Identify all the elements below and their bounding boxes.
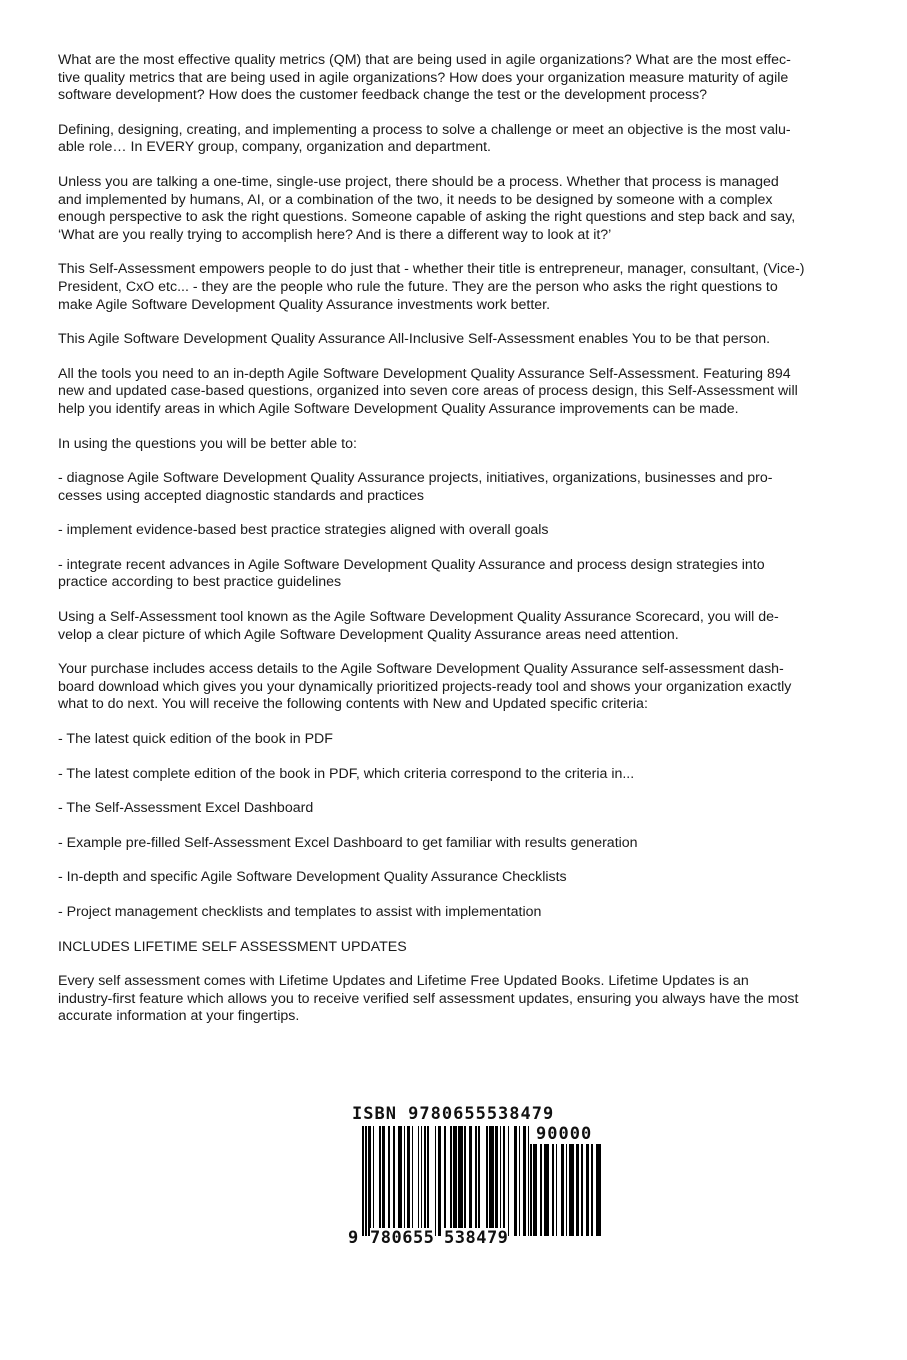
barcode-bar xyxy=(379,1126,381,1236)
paragraph: Every self assessment comes with Lifetime Updates and Lifetime Free Updated Books. Lifetime Updates is an industry-first feature which allows you to receive verified self assessment updates, ensuring you always have the most accurate information at your fingertips. xyxy=(58,973,799,1025)
paragraph: This Self-Assessment empowers people to do just that - whether their title is entrepreneur, manager, consultant, (Vice-) President, CxO etc... - they are the people who rule the future. They are the person who asks the right questions to make Agile Software Development Quality Assurance investments work better. xyxy=(58,261,805,313)
paragraph: Unless you are talking a one-time, single-use project, there should be a process. Whether that process is managed and implemented by humans, AI, or a combination of the two, it needs to be designed by someone with a complex enough perspective to ask the right questions. Someone capable of asking the right questions and step back and say, ‘What are you really trying to accomplish here? And is there a different way to look at it?’ xyxy=(58,173,796,243)
isbn-label: ISBN 9780655538479 xyxy=(352,1104,555,1124)
barcode-bar xyxy=(569,1144,574,1236)
barcode-bar xyxy=(544,1144,549,1236)
barcode-bar xyxy=(566,1144,568,1236)
barcode-bar xyxy=(475,1126,477,1236)
barcode-bar xyxy=(435,1126,437,1236)
barcode-bar xyxy=(412,1126,414,1236)
paragraph: Defining, designing, creating, and implementing a process to solve a challenge or meet an objective is the most valu- able role… In EVERY group, company, organization and department. xyxy=(58,121,791,156)
list-item: - implement evidence-based best practice strategies aligned with overall goals xyxy=(58,522,549,539)
paragraph: This Agile Software Development Quality Assurance All-Inclusive Self-Assessment enables You to be that person. xyxy=(58,331,771,348)
paragraph: Your purchase includes access details to the Agile Software Development Quality Assurance self-assessment dash- board download which gives you your dynamically prioritized projects-ready tool and shows your organization exactly what to do next. You will receive the following contents with New and Updated specific criteria: xyxy=(58,661,792,713)
barcode-bar xyxy=(388,1126,390,1236)
barcode-bar xyxy=(495,1126,498,1236)
back-cover-text xyxy=(58,52,833,1043)
barcode-bar xyxy=(450,1126,452,1236)
barcode-bar xyxy=(552,1144,554,1236)
section-heading: INCLUDES LIFETIME SELF ASSESSMENT UPDATES xyxy=(58,938,407,955)
barcode-right-digits: 538479 xyxy=(444,1228,509,1248)
barcode-bar xyxy=(382,1126,385,1236)
barcode-bar xyxy=(444,1126,446,1236)
barcode-bar xyxy=(519,1126,521,1236)
barcode-bar xyxy=(576,1144,579,1236)
barcode-bar xyxy=(427,1126,429,1236)
list-item: - Project management checklists and templates to assist with implementation xyxy=(58,904,542,920)
barcode-bar xyxy=(508,1126,510,1236)
barcode-first-digit: 9 xyxy=(348,1228,359,1248)
barcode-bar xyxy=(556,1144,558,1236)
barcode-bar xyxy=(393,1126,395,1236)
list-item: - In-depth and specific Agile Software Development Quality Assurance Checklists xyxy=(58,869,567,886)
paragraph: Using a Self-Assessment tool known as the Agile Software Development Quality Assurance Scorecard, you will de- velop a clear picture of which Agile Software Development Quality Assurance areas need attention. xyxy=(58,609,779,643)
barcode-bar xyxy=(453,1126,456,1236)
barcode-bar xyxy=(586,1144,589,1236)
list-item: - diagnose Agile Software Development Quality Assurance projects, initiatives, organizations, businesses and pro- cesses using accepted diagnostic standards and practices xyxy=(58,470,773,504)
list-item: - integrate recent advances in Agile Software Development Quality Assurance and process design strategies into practice according to best practice guidelines xyxy=(58,556,765,591)
list-item: - The latest complete edition of the book in PDF, which criteria correspond to the criteria in... xyxy=(58,765,635,782)
barcode-bar xyxy=(407,1126,410,1236)
barcode-bar xyxy=(469,1126,472,1236)
barcode-left-digits: 780655 xyxy=(370,1228,435,1248)
barcode-bar xyxy=(464,1126,466,1236)
barcode-bar xyxy=(398,1126,403,1236)
barcode-bar xyxy=(438,1126,441,1236)
barcode-bar xyxy=(424,1126,426,1236)
barcode-bar xyxy=(503,1126,505,1236)
barcode-bar xyxy=(561,1144,564,1236)
barcode-bar xyxy=(404,1126,406,1236)
barcode-bar xyxy=(591,1144,593,1236)
paragraph: What are the most effective quality metrics (QM) that are being used in agile organizations? What are the most effec- tive quality metrics that are being used in agile organizations? How does your organization measure maturity of agile software development? How does the customer feedback change the test or the development process? xyxy=(58,52,791,104)
barcode-main-bars xyxy=(362,1126,520,1236)
barcode-bar xyxy=(533,1144,536,1236)
barcode-bar xyxy=(421,1126,423,1236)
barcode-bar xyxy=(478,1126,480,1236)
barcode-bar xyxy=(581,1144,583,1236)
barcode-bar xyxy=(362,1126,364,1236)
list-item: - Example pre-filled Self-Assessment Excel Dashboard to get familiar with results generation xyxy=(58,834,638,851)
barcode-bar xyxy=(368,1126,371,1236)
barcode-addon-bars xyxy=(530,1144,606,1236)
barcode-bar xyxy=(489,1126,494,1236)
barcode-bar xyxy=(596,1144,601,1236)
barcode-bar xyxy=(540,1144,542,1236)
barcode-bar xyxy=(500,1126,502,1236)
barcode-bar xyxy=(486,1126,488,1236)
barcode-bar xyxy=(523,1126,526,1236)
barcode-bar xyxy=(418,1126,420,1236)
list-item: - The latest quick edition of the book in PDF xyxy=(58,731,333,748)
barcode-bar xyxy=(514,1126,517,1236)
barcode-bar xyxy=(365,1126,367,1236)
barcode-bar xyxy=(530,1144,532,1236)
list-item: - The Self-Assessment Excel Dashboard xyxy=(58,800,314,817)
barcode-bar xyxy=(373,1126,375,1236)
isbn-barcode xyxy=(348,1104,610,1254)
paragraph: In using the questions you will be better able to: xyxy=(58,435,357,452)
barcode-bar xyxy=(458,1126,463,1236)
paragraph: All the tools you need to an in-depth Agile Software Development Quality Assurance Self-Assessment. Featuring 894 new and updated case-based questions, organized into seven core areas of process design, this Self-Assessment will help you identify areas in which Agile Software Development Quality Assurance improvements can be made. xyxy=(58,365,798,417)
barcode-addon-code: 90000 xyxy=(536,1124,593,1144)
